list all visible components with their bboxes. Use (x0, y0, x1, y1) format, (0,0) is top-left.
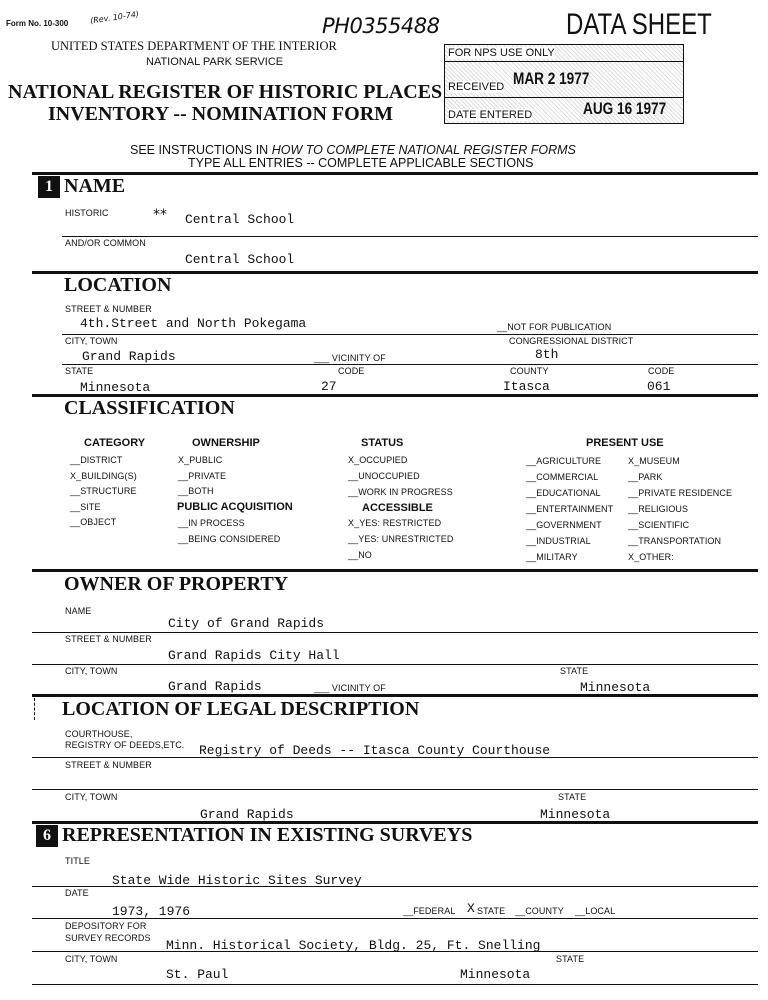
survey-state-label: STATE (556, 954, 585, 964)
instructions-prefix: SEE INSTRUCTIONS IN (130, 143, 272, 157)
classification-option[interactable]: __INDUSTRIAL (526, 536, 591, 546)
classification-option[interactable]: X_PUBLIC (178, 455, 223, 465)
section-surveys-title: REPRESENTATION IN EXISTING SURVEYS (62, 824, 473, 846)
city-value: Grand Rapids (82, 349, 176, 364)
county-code-label: CODE (648, 366, 675, 376)
legal-state-value: Minnesota (540, 807, 611, 822)
historic-label: HISTORIC (65, 208, 109, 218)
date-entered-label: DATE ENTERED (448, 109, 533, 121)
depository-label-1: DEPOSITORY FOR (65, 921, 147, 931)
survey-city-label: CITY, TOWN (65, 954, 118, 964)
classification-option[interactable]: __BOTH (178, 486, 214, 496)
owner-name-label: NAME (65, 606, 92, 616)
classification-option[interactable]: __IN PROCESS (178, 518, 245, 528)
county-label: COUNTY (510, 366, 549, 376)
owner-state-value: Minnesota (580, 680, 651, 695)
county-code-value: 061 (647, 379, 671, 394)
classification-option[interactable]: X_BUILDING(S) (70, 470, 137, 481)
form-title-line2: INVENTORY -- NOMINATION FORM (48, 103, 394, 125)
state-code-label: CODE (338, 366, 365, 376)
section-name-title: NAME (64, 175, 126, 197)
section-5-marker (34, 698, 37, 720)
survey-date-label: DATE (65, 888, 89, 898)
legal-city-value: Grand Rapids (200, 807, 294, 822)
classification-option[interactable]: __BEING CONSIDERED (178, 534, 281, 544)
classification-option[interactable]: X_OCCUPIED (348, 455, 408, 465)
street-number-label: STREET & NUMBER (65, 304, 152, 314)
classification-option[interactable]: __UNOCCUPIED (348, 471, 420, 481)
revision-note: (Rev. 10-74) (89, 9, 140, 26)
courthouse-value: Registry of Deeds -- Itasca County Courthouse (199, 743, 551, 758)
section-legal-title: LOCATION OF LEGAL DESCRIPTION (62, 698, 420, 720)
section-owner-title: OWNER OF PROPERTY (64, 573, 289, 595)
classification-option[interactable]: __PARK (628, 472, 663, 482)
accessible-heading: ACCESSIBLE (362, 502, 433, 514)
classification-option[interactable]: __YES: UNRESTRICTED (348, 534, 454, 544)
courthouse-label-1: COURTHOUSE, (65, 729, 133, 739)
vicinity-of[interactable]: ___ VICINITY OF (314, 353, 386, 363)
form-title-line1: NATIONAL REGISTER OF HISTORIC PLACES (8, 81, 443, 103)
department-name: UNITED STATES DEPARTMENT OF THE INTERIOR (51, 39, 337, 53)
owner-state-label: STATE (560, 666, 589, 676)
owner-street-label: STREET & NUMBER (65, 634, 152, 644)
nps-use-box (444, 44, 684, 124)
section-6-number: 6 (36, 825, 58, 847)
courthouse-label-2: REGISTRY OF DEEDS,ETC. (65, 740, 185, 750)
data-sheet-heading: DATA SHEET (566, 8, 712, 41)
legal-street-label: STREET & NUMBER (65, 760, 152, 770)
state-code-value: 27 (321, 379, 337, 394)
classification-option[interactable]: __ENTERTAINMENT (526, 504, 614, 514)
classification-option[interactable]: __WORK IN PROGRESS (348, 487, 453, 497)
classification-option[interactable]: __OBJECT (70, 517, 117, 527)
district-value: 8th (535, 347, 559, 362)
classification-option[interactable]: __COMMERCIAL (526, 472, 599, 482)
survey-title-value: State Wide Historic Sites Survey (112, 873, 362, 888)
common-name-label: AND/OR COMMON (65, 238, 146, 248)
survey-title-label: TITLE (65, 856, 91, 866)
survey-state[interactable]: STATE (477, 906, 506, 916)
form-number: Form No. 10-300 (6, 19, 69, 28)
survey-date-value: 1973, 1976 (112, 904, 191, 919)
historic-name-value: Central School (185, 212, 295, 227)
owner-vicinity-of[interactable]: ___ VICINITY OF (314, 683, 386, 693)
entered-stamp: AUG 16 1977 (583, 99, 667, 118)
common-name-value: Central School (185, 252, 295, 267)
county-value: Itasca (503, 379, 550, 394)
instructions-line2: TYPE ALL ENTRIES -- COMPLETE APPLICABLE SECTIONS (188, 156, 534, 170)
status-heading: STATUS (361, 437, 404, 449)
ownership-heading: OWNERSHIP (192, 437, 260, 449)
classification-option[interactable]: __STRUCTURE (70, 486, 137, 496)
classification-option[interactable]: X_YES: RESTRICTED (348, 518, 442, 528)
classification-option[interactable]: __DISTRICT (70, 455, 123, 465)
received-stamp: MAR 2 1977 (513, 69, 590, 88)
state-value: Minnesota (80, 380, 151, 395)
classification-option[interactable]: __MILITARY (526, 552, 578, 562)
section-location-title: LOCATION (64, 274, 172, 296)
congressional-district-label: CONGRESSIONAL DISTRICT (509, 336, 634, 346)
survey-county[interactable]: __COUNTY (515, 906, 564, 916)
classification-option[interactable]: X_OTHER: (628, 552, 674, 562)
classification-option[interactable]: X_MUSEUM (628, 456, 680, 466)
service-name: NATIONAL PARK SERVICE (146, 56, 284, 68)
owner-street-value: Grand Rapids City Hall (168, 648, 340, 663)
historic-mark: ** (153, 207, 167, 223)
legal-state-label: STATE (558, 792, 587, 802)
section-1-number: 1 (38, 176, 60, 198)
nps-box-label: FOR NPS USE ONLY (448, 47, 555, 59)
street-value: 4th.Street and North Pokegama (80, 316, 307, 331)
classification-option[interactable]: __SITE (70, 501, 101, 512)
handwritten-id: PH0355488 (322, 14, 440, 38)
owner-name-value: City of Grand Rapids (168, 616, 325, 631)
received-label: RECEIVED (448, 81, 505, 93)
classification-option[interactable]: __RELIGIOUS (628, 504, 689, 514)
state-label: STATE (65, 366, 94, 376)
depository-label-2: SURVEY RECORDS (65, 933, 151, 943)
classification-option[interactable]: __GOVERNMENT (526, 520, 602, 530)
category-heading: CATEGORY (84, 437, 146, 449)
present-use-heading: PRESENT USE (586, 437, 664, 449)
classification-option[interactable]: __EDUCATIONAL (526, 488, 601, 498)
classification-option[interactable]: __TRANSPORTATION (628, 536, 722, 546)
owner-city-value: Grand Rapids (168, 679, 262, 694)
survey-city-value: St. Paul (166, 967, 229, 982)
legal-city-label: CITY, TOWN (65, 792, 118, 802)
classification-option[interactable]: __PRIVATE (178, 470, 227, 481)
classification-option[interactable]: __AGRICULTURE (526, 456, 602, 466)
instructions-italic: HOW TO COMPLETE NATIONAL REGISTER FORMS (271, 143, 576, 157)
classification-option[interactable]: __SCIENTIFIC (628, 520, 690, 530)
depository-value: Minn. Historical Society, Bldg. 25, Ft. Snelling (166, 938, 541, 953)
public-acquisition-heading: PUBLIC ACQUISITION (177, 501, 293, 513)
survey-federal[interactable]: __FEDERAL (403, 906, 456, 916)
classification-option[interactable]: __PRIVATE RESIDENCE (628, 488, 733, 498)
survey-local[interactable]: __LOCAL (575, 906, 616, 916)
not-for-publication[interactable]: __NOT FOR PUBLICATION (497, 322, 612, 332)
owner-city-label: CITY, TOWN (65, 666, 118, 676)
survey-state-value: Minnesota (460, 967, 531, 982)
instructions-line1 (130, 143, 576, 157)
survey-state-check[interactable]: X (467, 901, 475, 916)
classification-option[interactable]: __NO (348, 550, 372, 560)
section-classification-title: CLASSIFICATION (64, 397, 235, 419)
city-town-label: CITY, TOWN (65, 336, 118, 346)
